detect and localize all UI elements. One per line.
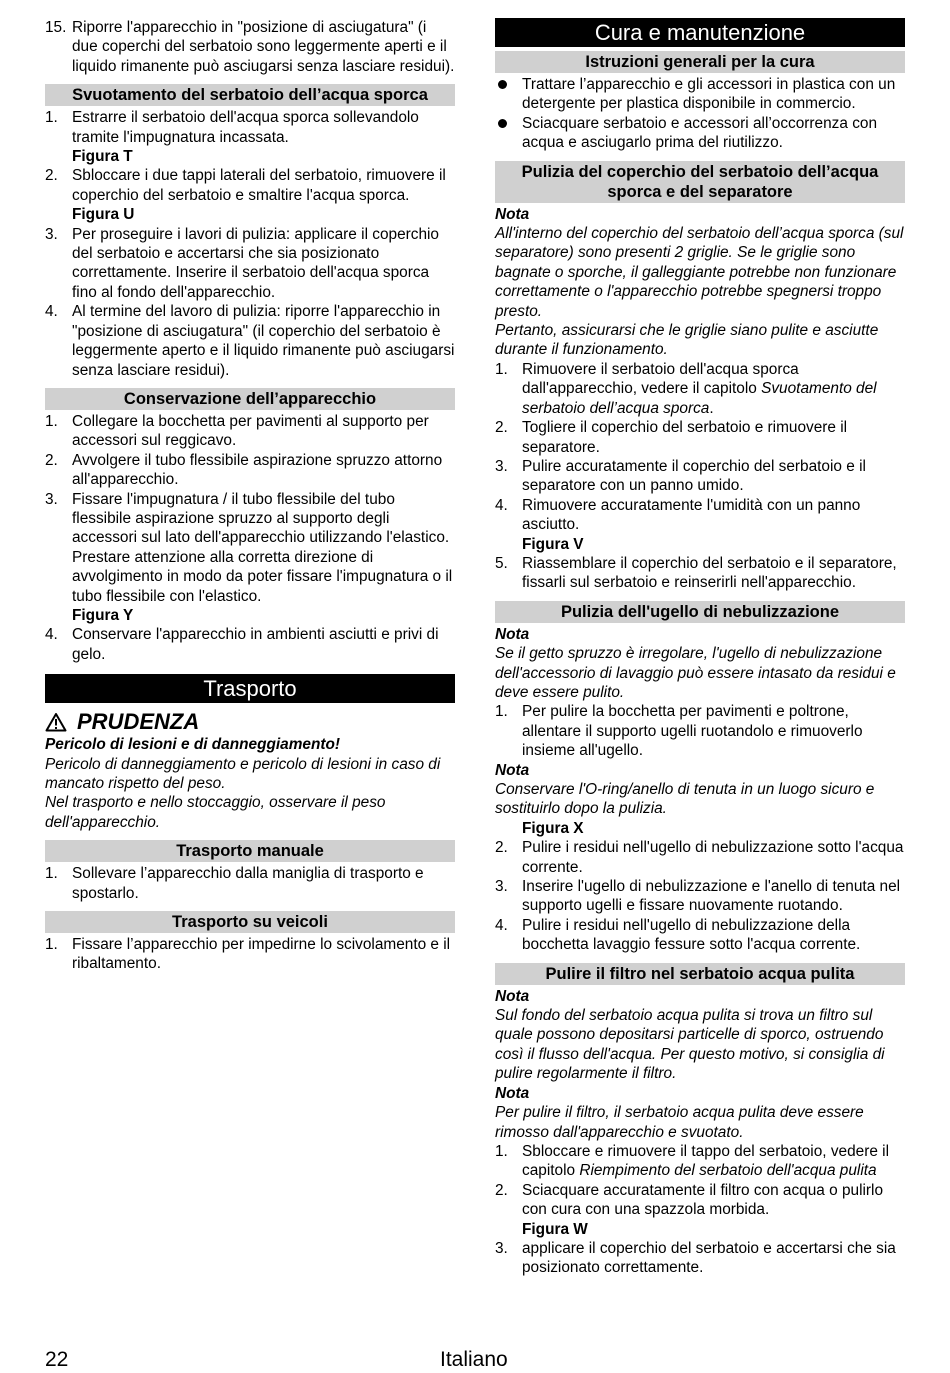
list-item [45,451,455,490]
heading-conservazione: Conservazione dell’apparecchio [45,388,455,410]
list-item [45,302,455,380]
item-number: 1. [45,865,58,883]
item-number: 3. [45,490,58,508]
figure-ref: Figura T [72,148,133,166]
list-item [45,625,455,664]
nota-text: Sul fondo del serbatoio acqua pulita si trova un filtro sul quale possono depositarsi particelle di sporco, ostruendo così il flusso dell'acqua. Per questo motivo, si consiglia di pulire regolarmente il filtro. [495,1007,885,1083]
page-number: 22 [45,1348,69,1371]
nota-label: Nota [495,1084,530,1102]
veicoli-list [45,935,455,974]
left-column [45,18,455,974]
bullet-text: Trattare l’apparecchio e gli accessori in plastica con un detergente per plastica disponibile in commercio. [522,76,896,113]
nota-label: Nota [495,205,530,223]
list-item [45,412,455,451]
bullet-item [495,114,905,153]
item-text: Pulire accuratamente il coperchio del serbatoio e il separatore con un panno umido. [522,457,866,495]
warning-triangle-icon [45,712,67,732]
ugello-list-cont [495,838,905,954]
item-text: Riporre l'apparecchio in "posizione di asciugatura" (i due coperchi del serbatoio sono leggermente aperti e il liquido rimanente può asciugarsi senza lasciare residui). [72,19,455,75]
item-text: Fissare l’apparecchio per impedirne lo scivolamento e il ribaltamento. [72,936,451,973]
coperchio-list [495,360,905,593]
item-number: 1. [45,109,58,127]
item-number: 2. [495,419,508,437]
item-text: Sollevare l’apparecchio dalla maniglia di trasporto e spostarlo. [72,865,424,902]
bullet-icon [498,119,507,128]
list-item [495,1181,905,1239]
heading-ugello: Pulizia dell'ugello di nebulizzazione [495,601,905,623]
item-text: Estrarre il serbatoio dell'acqua sporca sollevandolo tramite l'impugnatura incassata. [72,109,419,146]
item-number: 4. [45,626,58,644]
list-item [45,864,455,903]
nota-label: Nota [495,761,530,779]
list-item [495,418,905,457]
nota-label: Nota [495,987,530,1005]
bullet-text: Sciacquare serbatoio e accessori all’occorrenza con acqua e asciugarlo prima del riutilizzo. [522,114,878,152]
conservazione-list [45,412,455,664]
item-number: 5. [495,554,508,572]
figure-ref: Figura X [522,819,584,837]
item-number: 2. [45,451,58,469]
item-text: Sbloccare e rimuovere il tappo del serbatoio, vedere il capitolo [522,1142,890,1180]
list-item [495,457,905,496]
figure-ref: Figura V [522,535,584,553]
nota-text: Per pulire il filtro, il serbatoio acqua pulita deve essere rimosso dall'apparecchio e svuotato. [495,1104,864,1141]
filtro-list [495,1142,905,1278]
list-item [495,916,905,955]
svuotamento-list [45,108,455,380]
item-number: 2. [495,839,508,857]
item-number: 1. [495,1142,508,1160]
heading-trasporto: Trasporto [45,674,455,703]
nota-text: Se il getto spruzzo è irregolare, l'ugello di nebulizzazione dell'accessorio di lavaggio può essere intasato da residui e deve essere pulito. [495,645,896,701]
list-item [45,18,455,76]
bullet-icon [498,80,507,89]
heading-trasporto-manuale: Trasporto manuale [45,840,455,862]
chapter-reference: Svuotamento del serbatoio dell’acqua sporca [522,380,877,417]
nota-text: All'interno del coperchio del serbatoio dell’acqua sporca (sul separatore) sono presenti 2 griglie. Se le griglie sono bagnate o sporche, il galleggiante potrebbe non funzionare correttamente o l'apparecchio potrebbe spegnersi troppo presto. [495,225,904,320]
list-item [495,496,905,554]
heading-istruzioni: Istruzioni generali per la cura [495,51,905,73]
right-column [495,18,905,1278]
ugello-list [495,702,905,760]
item-number: 4. [495,496,508,514]
item-text: Fissare l'impugnatura / il tubo flessibile del tubo flessibile aspirazione spruzzo al supporto degli accessori sul lato dell'apparecchio utilizzando l'elastico. Prestare attenzione alla corretta direzione di avvolgimento in modo da poter fissare l'impugnatura o il tubo flessibile con l'elastico. [72,490,453,605]
item-number: 1. [495,360,508,378]
item-number: 3. [495,1239,508,1257]
figure-ref: Figura W [522,1220,588,1238]
chapter-reference: Riempimento del serbatoio dell'acqua pulita [579,1162,877,1180]
item-text: Sciacquare accuratamente il filtro con acqua o pulirlo con cura con una spazzola morbida. [522,1181,884,1219]
list-item [45,490,455,626]
item-text: Avvolgere il tubo flessibile aspirazione spruzzo attorno all'apparecchio. [72,451,443,489]
item-number: 1. [45,936,58,954]
item-text: Riassemblare il coperchio del serbatoio e il separatore, fissarli sul serbatoio e reinserirli nell'apparecchio. [522,554,897,592]
item-number: 2. [45,167,58,185]
heading-cura: Cura e manutenzione [495,18,905,47]
item-text: Rimuovere il serbatoio dell'acqua sporca dall'apparecchio, vedere il capitolo [522,360,799,398]
heading-trasporto-veicoli: Trasporto su veicoli [45,911,455,933]
item-number: 15. [45,19,67,36]
heading-svuotamento: Svuotamento del serbatoio dell’acqua sporca [45,84,455,106]
item-number: 1. [495,703,508,721]
list-item: 1. Rimuovere il serbatoio dell'acqua sporca dall'apparecchio, vedere il capitolo Svuotamento del serbatoio dell’acqua sporca. [495,360,877,417]
footer-language: Italiano [440,1348,508,1371]
list-item [45,935,455,974]
list-item [495,838,905,877]
item-text: Pulire i residui nell'ugello di nebulizzazione sotto l'acqua corrente. [522,839,904,876]
item-text: Rimuovere accuratamente l'umidità con un panno asciutto. [522,496,861,534]
nota-text: Pertanto, assicurarsi che le griglie siano pulite e asciutte durante il funzionamento. [495,322,879,359]
bullet-item [495,75,905,114]
warning-text: Nel trasporto e nello stoccaggio, osservare il peso dell'apparecchio. [45,794,386,831]
heading-filtro: Pulire il filtro nel serbatoio acqua pulita [495,963,905,985]
list-item [495,1142,905,1181]
heading-coperchio: Pulizia del coperchio del serbatoio dell’acqua sporca e del separatore [495,161,905,203]
item-text: Collegare la bocchetta per pavimenti al supporto per accessori sul reggicavo. [72,412,429,450]
figure-ref: Figura Y [72,606,134,624]
item-number: 3. [495,878,508,896]
item-number: 3. [45,225,58,243]
list-item [495,554,905,593]
item-text: Togliere il coperchio del serbatoio e rimuovere il separatore. [522,419,848,456]
list-item [45,225,455,303]
list-item [495,702,905,760]
nota-text: Conservare l'O-ring/anello di tenuta in un luogo sicuro e sostituirlo dopo la pulizia. [495,781,875,818]
item-number: 4. [495,916,508,934]
item-text: applicare il coperchio del serbatoio e accertarsi che sia posizionato correttamente. [522,1239,896,1277]
item-text: Per pulire la bocchetta per pavimenti e poltrone, allentare il supporto ugelli ruotandolo e rimuoverlo insieme all'ugello. [522,703,863,760]
warning-heading [45,709,455,735]
list-item [45,166,455,224]
warning-text: Pericolo di danneggiamento e pericolo di lesioni in caso di mancato rispetto del peso. [45,755,441,792]
item-text: Conservare l'apparecchio in ambienti asciutti e privi di gelo. [72,626,439,663]
list-item [495,877,905,916]
manuale-list [45,864,455,903]
item-text: Al termine del lavoro di pulizia: riporre l'apparecchio in "posizione di asciugatura" (il coperchio del serbatoio è leggermente aperto e il liquido rimanente può asciugarsi senza lasciare residui). [72,303,455,379]
nota-label: Nota [495,625,530,643]
list-item [495,1239,905,1278]
item-text: Sbloccare i due tappi laterali del serbatoio, rimuovere il coperchio del serbatoio e smaltire l'acqua sporca. [72,167,446,204]
item-text: Inserire l'ugello di nebulizzazione e l'anello di tenuta nel supporto ugelli e fissare nuovamente ruotando. [522,878,901,915]
intro-list [45,18,455,76]
warning-subtitle: Pericolo di lesioni e di danneggiamento! [45,736,341,754]
list-item [45,108,455,166]
item-number: 2. [495,1181,508,1199]
item-text: Pulire i residui nell'ugello di nebulizzazione della bocchetta lavaggio fessure sotto l'acqua corrente. [522,916,861,954]
item-text: Per proseguire i lavori di pulizia: applicare il coperchio del serbatoio e accertarsi che sia posizionato correttamente. Inserire il serbatoio dell'acqua sporca fino al fondo dell'apparecchio. [72,225,439,301]
item-number: 4. [45,303,58,321]
item-number: 3. [495,457,508,475]
item-number: 1. [45,412,58,430]
figure-ref: Figura U [72,206,135,224]
warning-title: PRUDENZA [77,709,200,735]
